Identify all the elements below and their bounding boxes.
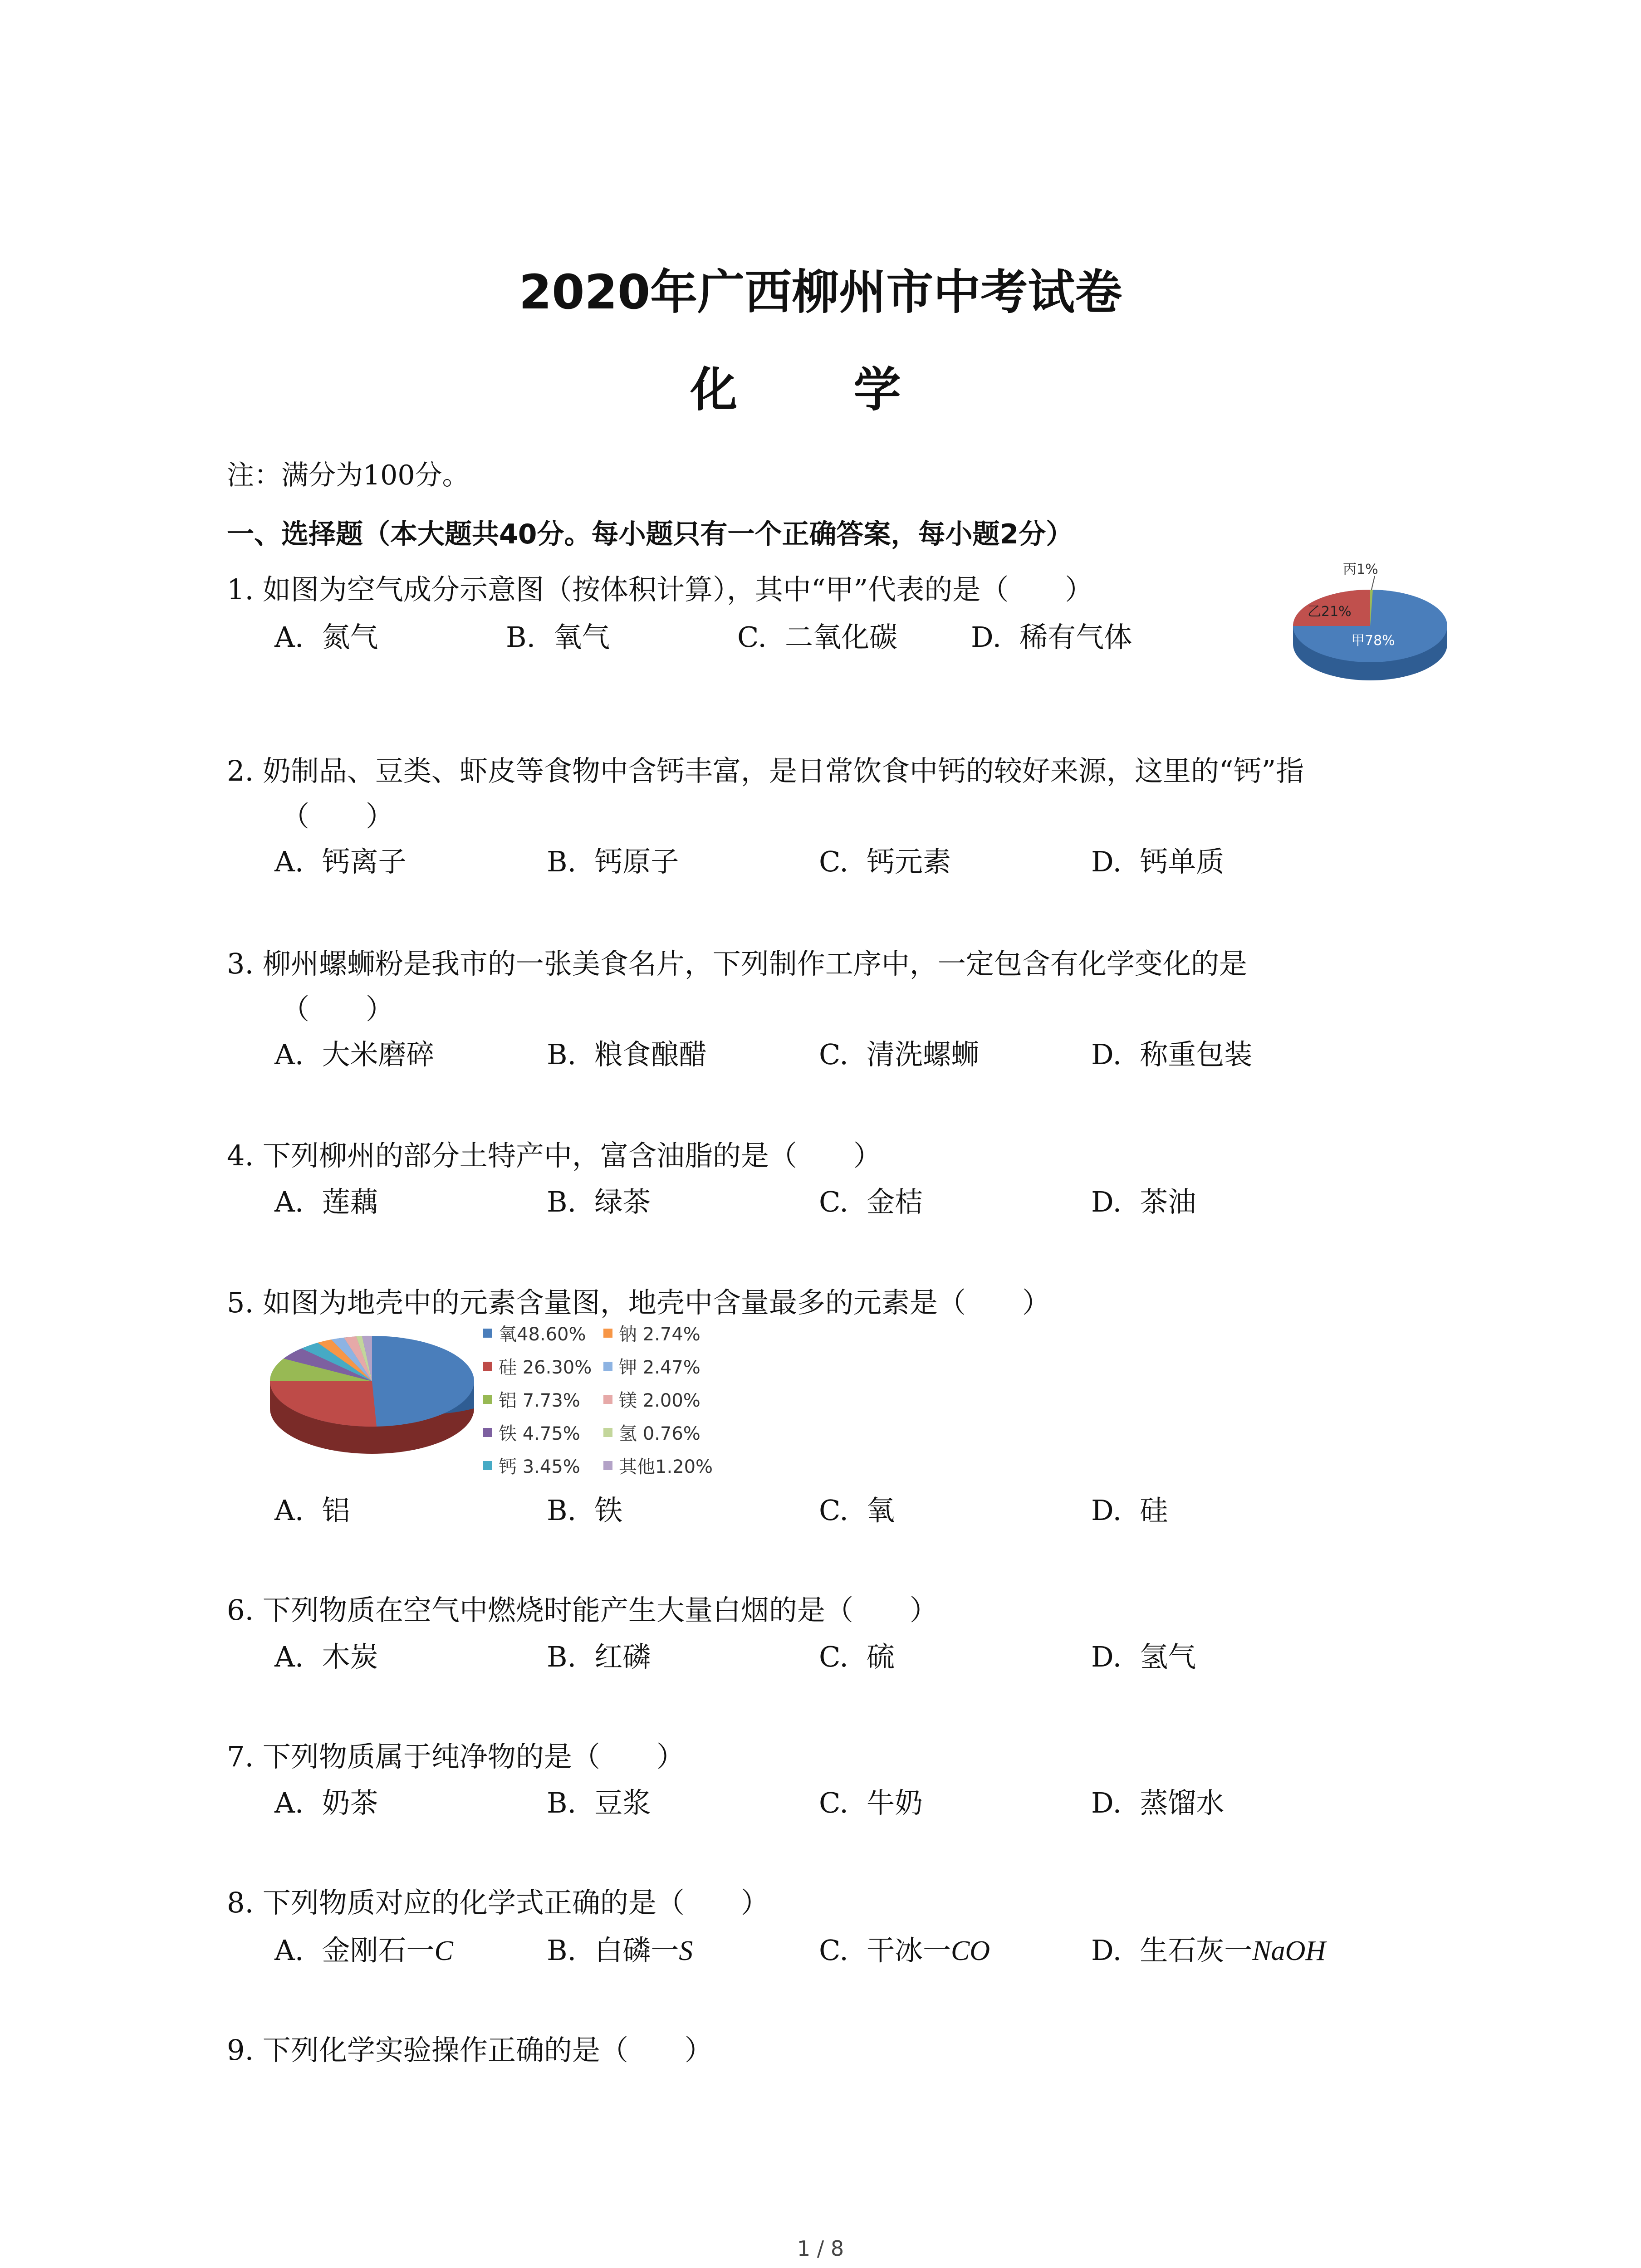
q2-option-c: C. 钙元素 xyxy=(819,845,951,878)
q7-option-a: A. 奶茶 xyxy=(274,1786,378,1819)
q5-option-d: D. 硅 xyxy=(1091,1494,1168,1527)
q1-option-a: A. 氮气 xyxy=(274,621,378,654)
question-9-stem: 9. 下列化学实验操作正确的是（ ） xyxy=(227,2033,713,2067)
q5-option-a: A. 铝 xyxy=(274,1494,350,1527)
q4-option-d: D. 茶油 xyxy=(1091,1185,1196,1218)
legend-silicon: 硅 26.30% xyxy=(483,1353,592,1379)
question-5-stem: 5. 如图为地壳中的元素含量图，地壳中含量最多的元素是（ ） xyxy=(227,1286,1050,1319)
q2-option-d: D. 钙单质 xyxy=(1091,845,1225,878)
q6-option-c: C. 硫 xyxy=(819,1640,895,1673)
legend-calcium: 钙 3.45% xyxy=(483,1452,580,1478)
pie-label-jia: 甲78% xyxy=(1351,633,1395,649)
section-heading: 一、选择题（本大题共40分。每小题只有一个正确答案，每小题2分） xyxy=(227,518,1073,550)
legend-magnesium: 镁 2.00% xyxy=(603,1386,700,1412)
legend-sodium: 钠 2.74% xyxy=(603,1320,700,1346)
q6-option-b: B. 红磷 xyxy=(547,1640,651,1673)
q3-option-c: C. 清洗螺蛳 xyxy=(819,1038,979,1071)
legend-aluminium: 铝 7.73% xyxy=(483,1386,580,1412)
page-title: 2020年广西柳州市中考试卷 xyxy=(519,264,1122,320)
legend-other: 其他1.20% xyxy=(603,1452,713,1478)
q8-option-d: D. 生石灰一NaOH xyxy=(1091,1934,1326,1967)
question-2-stem: 2. 奶制品、豆类、虾皮等食物中含钙丰富，是日常饮食中钙的较好来源，这里的“钙”指 xyxy=(227,754,1304,787)
q8-option-b: B. 白磷一S xyxy=(547,1934,693,1967)
question-8-stem: 8. 下列物质对应的化学式正确的是（ ） xyxy=(227,1886,769,1919)
question-3-stem: 3. 柳州螺蛳粉是我市的一张美食名片，下列制作工序中，一定包含有化学变化的是 xyxy=(227,947,1247,980)
legend-oxygen: 氧48.60% xyxy=(483,1320,586,1346)
q4-option-a: A. 莲藕 xyxy=(274,1185,378,1218)
legend-hydrogen: 氢 0.76% xyxy=(603,1419,700,1445)
q3-option-b: B. 粮食酿醋 xyxy=(547,1038,707,1071)
question-7-stem: 7. 下列物质属于纯净物的是（ ） xyxy=(227,1740,685,1773)
pie-label-bing: 丙1% xyxy=(1343,562,1378,577)
q7-option-b: B. 豆浆 xyxy=(547,1786,651,1819)
q4-option-b: B. 绿茶 xyxy=(547,1185,651,1218)
q7-option-d: D. 蒸馏水 xyxy=(1091,1786,1225,1819)
question-2-paren: （ ） xyxy=(281,800,394,833)
legend-iron: 铁 4.75% xyxy=(483,1419,580,1445)
q1-option-d: D. 稀有气体 xyxy=(971,621,1132,654)
legend-potassium: 钾 2.47% xyxy=(603,1353,700,1379)
pie-label-yi: 乙21% xyxy=(1308,604,1352,620)
q3-option-d: D. 称重包装 xyxy=(1091,1038,1253,1071)
q4-option-c: C. 金桔 xyxy=(819,1185,923,1218)
q7-option-c: C. 牛奶 xyxy=(819,1786,923,1819)
q6-option-a: A. 木炭 xyxy=(274,1640,378,1673)
q2-option-a: A. 钙离子 xyxy=(274,845,407,878)
q3-option-a: A. 大米磨碎 xyxy=(274,1038,435,1071)
question-3-paren: （ ） xyxy=(281,992,394,1026)
page-number: 1 / 8 xyxy=(797,2236,844,2261)
air-composition-pie xyxy=(1284,558,1456,694)
question-4-stem: 4. 下列柳州的部分土特产中，富含油脂的是（ ） xyxy=(227,1139,882,1172)
question-1-stem: 1. 如图为空气成分示意图（按体积计算），其中“甲”代表的是（ ） xyxy=(227,573,1093,606)
q6-option-d: D. 氢气 xyxy=(1091,1640,1196,1673)
pie-leader-line xyxy=(1372,576,1375,590)
q8-option-c: C. 干冰一CO xyxy=(819,1934,990,1967)
crust-elements-pie xyxy=(268,1329,481,1461)
q1-option-c: C. 二氧化碳 xyxy=(737,621,897,654)
score-note: 注：满分为100分。 xyxy=(227,459,470,491)
q2-option-b: B. 钙原子 xyxy=(547,845,679,878)
question-6-stem: 6. 下列物质在空气中燃烧时能产生大量白烟的是（ ） xyxy=(227,1593,938,1627)
q5-option-c: C. 氧 xyxy=(819,1494,895,1527)
q1-option-b: B. 氧气 xyxy=(506,621,610,654)
q8-option-a: A. 金刚石一C xyxy=(274,1934,453,1967)
q5-option-b: B. 铁 xyxy=(547,1494,623,1527)
subject-title: 化 学 xyxy=(690,362,951,417)
